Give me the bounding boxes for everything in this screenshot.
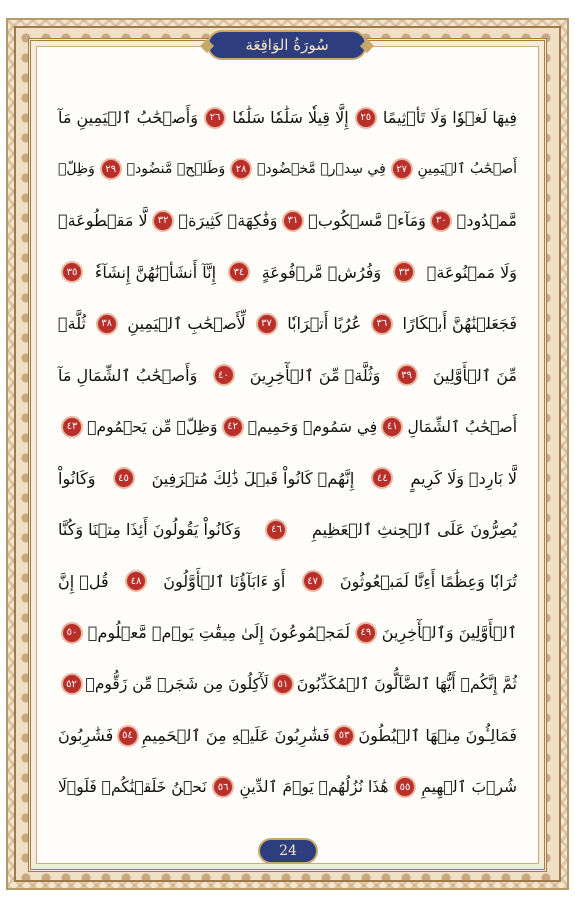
ayah-number-marker: ٢٩ [100,158,122,180]
verse-line [58,659,517,711]
ayah-number-marker: ٣٨ [96,313,118,335]
verse-line [58,350,517,402]
ayah-number-marker: ٢٦ [204,107,226,129]
verse-line [58,298,517,350]
verse-text: لَّا مَقۡطُوعَةٖ [58,211,148,231]
verse-text: مِّنَ ٱلۡأَوَّلِينَ [432,365,517,385]
verse-text: لَأٓكِلُونَ مِن شَجَرٖ مِّن زَقُّومٖ [85,675,269,694]
verse-text: فِي سَمُومٖ وَحَمِيمٖ [247,417,378,436]
verse-text: وَمَآءٖ مَّسۡكُوبٖ [308,211,426,231]
ayah-number-marker: ٣٥ [61,261,83,283]
verse-text: ثُلَّةٞ [58,314,86,334]
verse-text: فِي سِدۡرٖ مَّخۡضُودٖ [256,161,386,178]
verse-text: وَكَانُواْ [58,468,96,488]
ayah-number-marker: ٥٣ [333,725,355,747]
verse-text: فَشَٰرِبُونَ عَلَيۡهِ مِنَ ٱلۡحَمِيمِ [141,726,330,746]
verse-line [58,762,517,814]
ayah-number-marker: ٤٥ [113,467,135,489]
ayah-number-marker: ٢٨ [230,158,252,180]
ayah-number-marker: ٤٤ [371,467,393,489]
verse-lines [58,92,517,813]
verse-text: لَمَجۡمُوعُونَ إِلَىٰ مِيقَٰتِ يَوۡمٖ مَّعۡلُومٖ [87,623,351,643]
verse-text: أَوَ ءَابَآؤُنَا ٱلۡأَوَّلُونَ [163,571,286,591]
ayah-number-marker: ٤٦ [265,519,287,541]
ayah-number-marker: ٤٢ [222,416,244,438]
verse-text: وَكَانُواْ يَقُولُونَ أَئِذَا مِتۡنَا وَكُنَّا [58,520,241,540]
verse-text: تُرَابٗا وَعِظَٰمًا أَءِنَّا لَمَبۡعُوثُونَ [339,571,517,591]
ayah-number-marker: ٥٤ [117,725,139,747]
ayah-number-marker: ٣٣ [393,261,415,283]
verse-text: ثُمَّ إِنَّكُمۡ أَيُّهَا ٱلضَّآلُّونَ ٱلۡمُكَذِّبُونَ [296,675,517,694]
verse-text: فِيهَا لَغۡوٗا وَلَا تَأۡثِيمًا [382,108,517,128]
verse-text: نَحۡنُ خَلَقۡنَٰكُمۡ فَلَوۡلَا [58,778,207,797]
verse-text: أَصۡحَٰبُ ٱلۡيَمِينِ [417,161,517,178]
verse-text: فَجَعَلۡنَٰهُنَّ أَبۡكَارًا [402,314,517,334]
ayah-number-marker: ٤٩ [355,622,377,644]
ayah-number-marker: ٤٣ [61,416,83,438]
verse-line [58,504,517,556]
ayah-number-marker: ٣١ [282,210,304,232]
verse-text: وَطَلۡحٖ مَّنضُودٖ [126,161,226,178]
verse-text: لِّأَصۡحَٰبِ ٱلۡيَمِينِ [127,314,246,334]
ayah-number-marker: ٣٢ [152,210,174,232]
ayah-number-marker: ٣٩ [396,364,418,386]
verse-line [58,144,517,196]
verse-text: شُرۡبَ ٱلۡهِيمِ [421,778,517,797]
ayah-number-marker: ٤٠ [213,364,235,386]
verse-text: مَّمۡدُودٖ [456,211,517,231]
page-number-badge [258,838,318,864]
verse-text: وَفَٰكِهَةٖ كَثِيرَةٖ [178,211,278,231]
verse-text: إِلَّا قِيلٗا سَلَٰمٗا سَلَٰمٗا [232,108,349,128]
verse-text: قُلۡ إِنَّ [58,571,109,591]
verse-line [58,556,517,608]
verse-text: وَظِلّٖ [58,161,95,178]
ayah-number-marker: ٤٧ [302,570,324,592]
ayah-number-marker: ٥١ [272,673,294,695]
verse-text: يُصِرُّونَ عَلَى ٱلۡحِنثِ ٱلۡعَظِيمِ [312,520,517,540]
verse-text: إِنَّهُمۡ كَانُواْ قَبۡلَ ذَٰلِكَ مُتۡرَفِينَ [151,468,355,488]
ayah-number-marker: ٤٨ [125,570,147,592]
verse-line [58,453,517,505]
ayah-number-marker: ٥٢ [61,673,83,695]
ayah-number-marker: ٣٠ [430,210,452,232]
ayah-number-marker: ٣٦ [371,313,393,335]
verse-text: فَمَالِـُٔونَ مِنۡهَا ٱلۡبُطُونَ [358,726,517,746]
verse-line [58,92,517,144]
verse-line [58,247,517,299]
verse-text: وَفُرُشٖ مَّرۡفُوعَةٍ [261,262,382,282]
ayah-number-marker: ٤١ [381,416,403,438]
ayah-number-marker: ٣٤ [228,261,250,283]
surah-name: سُورَةُ الوَاقِعَة [245,36,329,54]
verse-text: وَلَا مَمۡنُوعَةٖ [426,262,517,282]
verse-text: هَٰذَا نُزُلُهُمۡ يَوۡمَ ٱلدِّينِ [239,778,389,797]
verse-text: إِنَّآ أَنشَأۡنَٰهُنَّ إِنشَآءٗ [94,262,217,282]
verse-text: ٱلۡأَوَّلِينَ وَٱلۡأٓخِرِينَ [381,623,517,643]
verse-text: لَّا بَارِدٖ وَلَا كَرِيمٍ [410,468,517,488]
ayah-number-marker: ٢٥ [355,107,377,129]
ayah-number-marker: ٥٠ [61,622,83,644]
verse-line [58,607,517,659]
verse-line [58,195,517,247]
ayah-number-marker: ٢٧ [391,158,413,180]
verse-text: فَشَٰرِبُونَ [58,726,114,746]
verse-text: وَثُلَّةٞ مِّنَ ٱلۡأٓخِرِينَ [249,365,381,385]
verse-text: وَأَصۡحَٰبُ ٱلشِّمَالِ مَآ [58,365,198,385]
verse-text: أَصۡحَٰبُ ٱلشِّمَالِ [407,417,517,436]
verse-text: وَأَصۡحَٰبُ ٱلۡيَمِينِ مَآ [58,108,198,128]
ayah-number-marker: ٥٥ [394,776,416,798]
surah-header-badge [207,30,367,60]
verse-line [58,710,517,762]
ayah-number-marker: ٥٦ [212,776,234,798]
page-number: 24 [279,843,297,859]
verse-line [58,401,517,453]
ayah-number-marker: ٣٧ [256,313,278,335]
verse-text: عُرُبًا أَتۡرَابٗا [287,314,362,334]
verse-text: وَظِلّٖ مِّن يَحۡمُومٖ [87,417,218,436]
